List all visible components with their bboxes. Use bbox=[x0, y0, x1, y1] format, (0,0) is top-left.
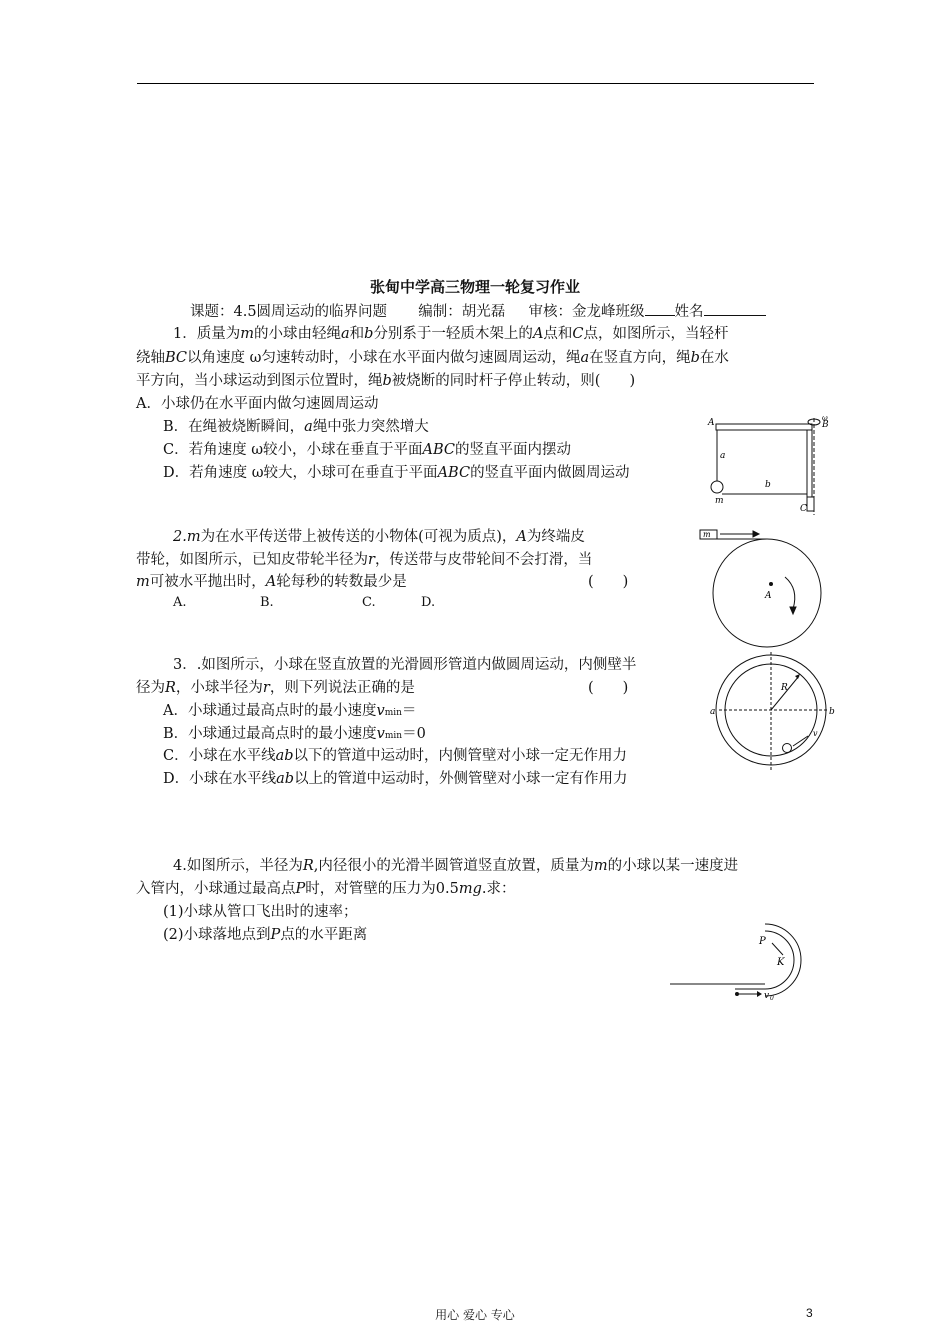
q3-text: 径为 bbox=[136, 680, 165, 696]
q1-text: B．在绳被烧断瞬间， bbox=[163, 419, 305, 435]
q3-label-b: b bbox=[829, 707, 835, 717]
q4-velocity-arrow-head bbox=[757, 991, 762, 997]
q3-text: C．小球在水平线 bbox=[163, 748, 276, 764]
q4-var: mg bbox=[458, 881, 482, 897]
q4-text: 点的水平距离 bbox=[280, 927, 368, 943]
q1-label-omega: ω bbox=[822, 415, 828, 422]
q1-label-b: b bbox=[765, 480, 771, 490]
class-label: 班级 bbox=[615, 304, 645, 320]
q2-option-b: B. bbox=[260, 595, 274, 610]
q1-var: m bbox=[240, 326, 254, 342]
q1-frame-foot bbox=[807, 497, 814, 511]
q2-text: 轮每秒的转数最少是 bbox=[276, 574, 407, 590]
q3-figure bbox=[705, 652, 840, 774]
q3-text: B．小球通过最高点时的最小速度 bbox=[163, 726, 377, 742]
q4-subquestion-2 bbox=[163, 925, 367, 945]
q3-text: ＝ bbox=[401, 703, 417, 719]
q2-var: m bbox=[136, 574, 150, 590]
q4-label-P: P bbox=[759, 936, 766, 947]
q4-text: 入管内，小球通过最高点 bbox=[136, 881, 296, 897]
q1-text: 绳中张力突然增大 bbox=[312, 419, 429, 435]
q1-text: 平方向，当小球运动到图示位置时，绳 bbox=[136, 373, 383, 389]
q4-var: P bbox=[295, 881, 306, 897]
q2-center-dot bbox=[769, 582, 773, 586]
q2-rotation-arrow-head bbox=[790, 607, 796, 614]
q3-label-R: R bbox=[781, 683, 788, 693]
q1-text: 在竖直方向，绳 bbox=[589, 350, 691, 366]
q1-label-C: C bbox=[800, 504, 807, 514]
q2-arrow-head bbox=[753, 531, 759, 537]
q2-var: r bbox=[368, 552, 375, 568]
q3-radius-arrow-head bbox=[795, 674, 800, 679]
q3-option-b bbox=[163, 724, 426, 746]
q3-option-c bbox=[163, 746, 627, 766]
q3-subscript: min bbox=[384, 731, 403, 741]
q2-number: 2. bbox=[173, 529, 187, 545]
q2-var: A bbox=[516, 529, 527, 545]
q1-label-B: B bbox=[822, 420, 829, 430]
q4-line-1 bbox=[173, 856, 738, 876]
q3-option-a bbox=[163, 701, 416, 723]
q1-text: 和 bbox=[349, 326, 365, 342]
q3-answer-paren: ( ) bbox=[588, 680, 629, 696]
name-label: 姓名 bbox=[674, 304, 704, 320]
q2-label-A: A bbox=[765, 591, 772, 601]
q3-text: 以上的管道中运动时，外侧管壁对小球一定有作用力 bbox=[294, 771, 628, 787]
q1-text: 在水 bbox=[699, 350, 729, 366]
q2-option-a: A. bbox=[173, 595, 187, 610]
q2-var: A bbox=[265, 574, 277, 590]
q4-subquestion-1: (1)小球从管口飞出时的速率； bbox=[163, 904, 358, 920]
q2-answer-paren: ( ) bbox=[588, 574, 629, 590]
q3-line-2 bbox=[136, 678, 415, 698]
q4-figure bbox=[665, 910, 835, 1000]
q2-rotation-arc bbox=[785, 577, 795, 609]
q1-var: ABC bbox=[437, 465, 471, 481]
q1-option-d bbox=[163, 463, 630, 483]
q3-line-1: 3．.如图所示，小球在竖直放置的光滑圆形管道内做圆周运动，内侧壁半 bbox=[173, 657, 637, 673]
q1-line-2 bbox=[136, 348, 729, 368]
q2-option-d: D. bbox=[421, 595, 436, 610]
q3-text: A．小球通过最高点时的最小速度 bbox=[163, 703, 377, 719]
page-title: 张甸中学高三物理一轮复习作业 bbox=[369, 278, 580, 296]
assignment-header bbox=[190, 300, 766, 322]
q2-label-m: m bbox=[703, 530, 711, 539]
q1-text: D．若角速度 ω较大，小球可在垂直于平面 bbox=[163, 465, 438, 481]
q2-text: ，传送带与皮带轮间不会打滑，当 bbox=[374, 552, 593, 568]
q1-var: a bbox=[340, 326, 350, 342]
q1-label-a: a bbox=[720, 451, 726, 461]
q4-text: ,内径很小的光滑半圆管道竖直放置，质量为 bbox=[313, 858, 594, 874]
q2-figure bbox=[695, 525, 825, 655]
q1-text: 分别系于一轻质木架上的 bbox=[373, 326, 533, 342]
q1-label-A: A bbox=[708, 418, 715, 428]
q4-text: 4.如图所示，半径为 bbox=[173, 858, 303, 874]
q3-text: ，小球半径为 bbox=[175, 680, 263, 696]
q3-var: v bbox=[376, 726, 385, 742]
q4-label-v: v bbox=[764, 991, 770, 1000]
q3-var: ab bbox=[275, 748, 294, 764]
q3-ball bbox=[783, 744, 792, 753]
q1-var: A bbox=[532, 326, 544, 342]
q2-option-c: C. bbox=[362, 595, 376, 610]
q4-line-2 bbox=[136, 879, 515, 899]
q1-var: ABC bbox=[422, 442, 456, 458]
q1-label-m: m bbox=[715, 496, 724, 506]
q4-label-K: K bbox=[777, 957, 785, 968]
q4-text: 时，对管壁的压力为0.5 bbox=[305, 881, 459, 897]
q2-var: m bbox=[186, 529, 201, 545]
q1-var: b bbox=[382, 373, 392, 389]
header-rule bbox=[137, 83, 814, 84]
q1-var: a bbox=[304, 419, 313, 435]
q1-line-3 bbox=[136, 371, 635, 391]
q2-line-1 bbox=[173, 527, 585, 547]
q2-line-2 bbox=[136, 550, 592, 570]
q4-label-v-sub: 0 bbox=[770, 995, 774, 1000]
q1-text: 绕轴 bbox=[136, 350, 165, 366]
q2-line-3 bbox=[136, 572, 407, 592]
q3-text: ＝0 bbox=[402, 726, 426, 742]
editor-label: 编制：胡光磊 bbox=[418, 304, 506, 320]
q1-option-a: A．小球仍在水平面内做匀速圆周运动 bbox=[136, 396, 379, 412]
q4-text: (2)小球落地点到 bbox=[163, 927, 271, 943]
q3-text: D．小球在水平线 bbox=[163, 771, 277, 787]
q4-var: R bbox=[302, 858, 314, 874]
q1-var: a bbox=[580, 350, 590, 366]
q1-option-b bbox=[163, 417, 429, 437]
q1-text: 的小球由轻绳 bbox=[253, 326, 341, 342]
q3-text: ，则下列说法正确的是 bbox=[269, 680, 415, 696]
q3-subscript: min bbox=[384, 708, 402, 718]
q2-text: 为在水平传送带上被传送的小物体(可视为质点)， bbox=[200, 529, 517, 545]
reviewer-label: 审核：金龙峰 bbox=[528, 304, 616, 320]
q1-line-1 bbox=[173, 324, 729, 344]
q3-var: ab bbox=[276, 771, 295, 787]
q3-var: r bbox=[262, 680, 270, 696]
q3-label-v: v bbox=[813, 729, 818, 738]
q1-text: 被烧断的同时杆子停止转动，则( ) bbox=[391, 373, 636, 389]
q4-var: P bbox=[270, 927, 281, 943]
q1-var: C bbox=[572, 326, 584, 342]
page-number: 3 bbox=[806, 1306, 813, 1320]
q1-figure bbox=[705, 415, 830, 520]
q2-text: 可被水平抛出时， bbox=[149, 574, 266, 590]
q1-frame-top bbox=[716, 424, 812, 430]
q1-text: 以角速度 ω匀速转动时，小球在水平面内做匀速圆周运动，绳 bbox=[187, 350, 581, 366]
q1-var: BC bbox=[165, 350, 188, 366]
q1-option-c bbox=[163, 440, 571, 460]
q1-ball bbox=[711, 481, 723, 493]
q1-text: 1．质量为 bbox=[173, 326, 241, 342]
q3-option-d bbox=[163, 769, 628, 789]
name-blank bbox=[704, 300, 766, 316]
q2-text: 为终端皮 bbox=[526, 529, 585, 545]
q1-text: 点和 bbox=[543, 326, 573, 342]
q3-text: 以下的管道中运动时，内侧管壁对小球一定无作用力 bbox=[293, 748, 628, 764]
q1-text: 的竖直平面内摆动 bbox=[455, 442, 572, 458]
q1-text: 点，如图所示，当轻杆 bbox=[583, 326, 729, 342]
q3-radius bbox=[771, 676, 799, 710]
q1-var: b bbox=[364, 326, 374, 342]
class-blank bbox=[645, 300, 675, 316]
q1-text: 的竖直平面内做圆周运动 bbox=[470, 465, 630, 481]
q3-label-a: a bbox=[710, 707, 716, 717]
q4-radius bbox=[772, 943, 783, 955]
q4-ball bbox=[735, 992, 739, 996]
q3-var: v bbox=[376, 703, 385, 719]
q1-var: b bbox=[690, 350, 700, 366]
q2-text: 带轮，如图所示，已知皮带轮半径为 bbox=[136, 552, 368, 568]
q3-velocity bbox=[793, 736, 808, 746]
q3-var: R bbox=[165, 680, 176, 696]
q4-text: 的小球以某一速度进 bbox=[607, 858, 739, 874]
q4-text: .求： bbox=[481, 881, 516, 897]
page-footer: 用心 爱心 专心 bbox=[435, 1308, 515, 1322]
q4-var: m bbox=[593, 858, 608, 874]
q1-text: C．若角速度 ω较小，小球在垂直于平面 bbox=[163, 442, 423, 458]
topic-label: 课题：4.5圆周运动的临界问题 bbox=[190, 304, 388, 320]
